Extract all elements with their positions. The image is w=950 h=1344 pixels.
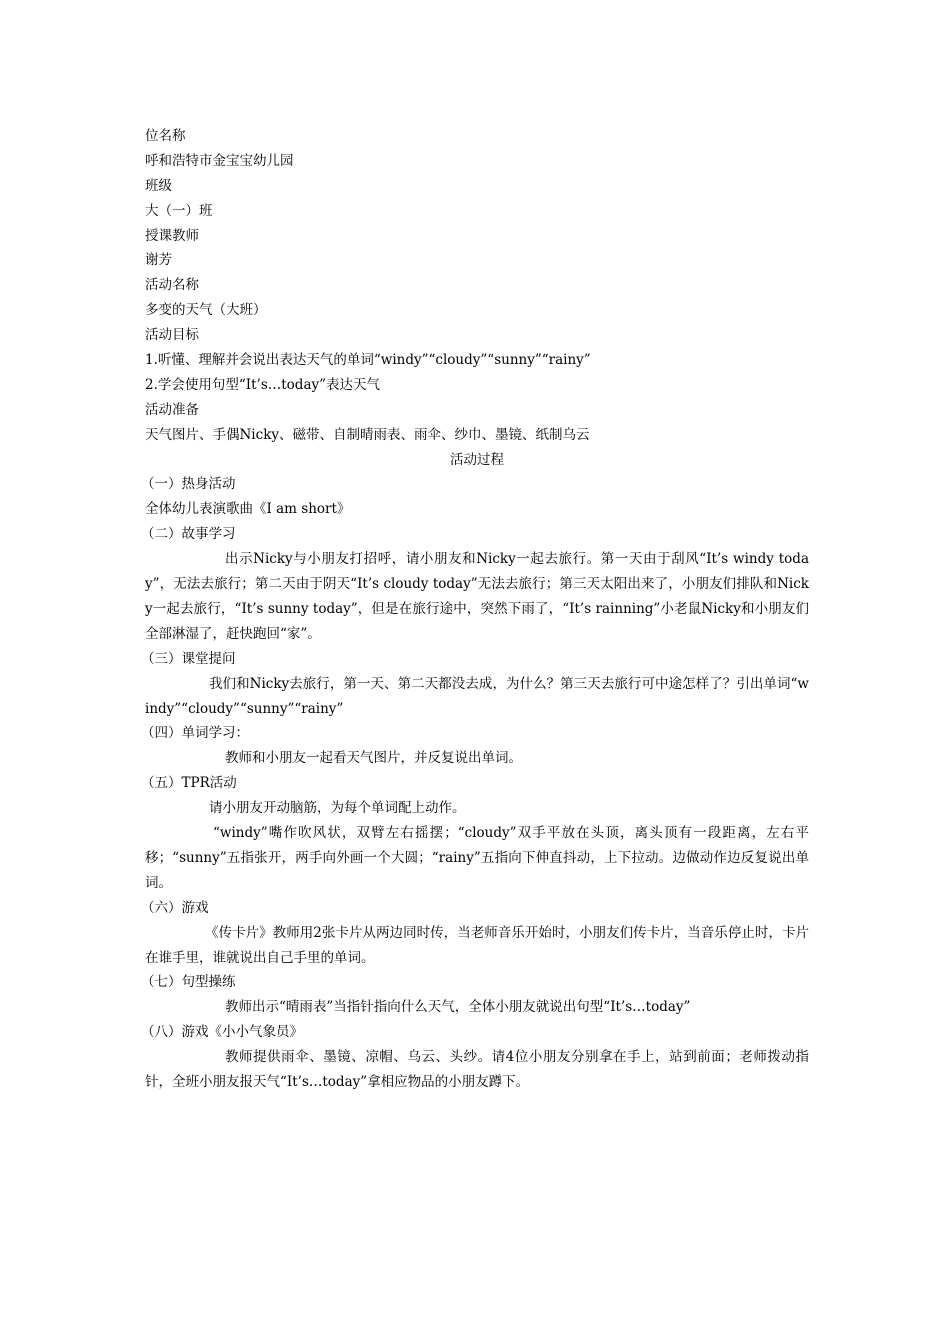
class-label: 班级 — [145, 177, 172, 194]
prep-value: 天气图片、手偶Nicky、磁带、自制晴雨表、雨伞、纱巾、墨镜、纸制乌云 — [145, 426, 590, 443]
goal-label: 活动目标 — [145, 327, 199, 344]
activity-label: 活动名称 — [145, 277, 199, 294]
section-1-text: 全体幼儿表演歌曲《I am short》 — [145, 501, 351, 518]
activity-value: 多变的天气（大班） — [145, 302, 267, 319]
section-4-title: （四）单词学习： — [141, 725, 249, 742]
teacher-value: 谢芳 — [145, 252, 172, 269]
section-8-title: （八）游戏《小小气象员》 — [141, 1024, 303, 1041]
section-4-text: 教师和小朋友一起看天气图片，并反复说出单词。 — [225, 750, 522, 767]
section-3-text: 我们和Nicky去旅行，第一天、第二天都没去成，为什么？第三天去旅行可中途怎样了？引出单词“windy”“cloudy”“sunny”“rainy” — [145, 675, 809, 717]
section-5-text-1: 请小朋友开动脑筋，为每个单词配上动作。 — [209, 800, 466, 817]
goal-item-1: 1.听懂、理解并会说出表达天气的单词“windy”“cloudy”“sunny”“rainy” — [145, 352, 591, 369]
prep-label: 活动准备 — [145, 401, 199, 418]
section-2-title: （二）故事学习 — [141, 526, 236, 543]
section-2-text: 出示Nicky与小朋友打招呼，请小朋友和Nicky一起去旅行。第一天由于刮风“It’s windy today”，无法去旅行；第二天由于阴天“It’s cloudy today”无法去旅行；第三天太阳出来了，小朋友们排队和Nicky一起去旅行，“It’s sunny today”，但是在旅行途中，突然下雨了，“It’s rainning”小老鼠Nicky和小朋友们全部淋湿了，赶快跑回“家”。 — [145, 551, 809, 642]
unit-label: 位名称 — [145, 128, 186, 144]
teacher-label: 授课教师 — [145, 227, 199, 244]
section-8-text: 教师提供雨伞、墨镜、凉帽、乌云、头纱。请4位小朋友分别拿在手上，站到前面；老师拨动指针，全班小朋友报天气“It’s…today”拿相应物品的小朋友蹲下。 — [145, 1049, 809, 1091]
section-1-title: （一）热身活动 — [141, 476, 236, 493]
section-5-text-2: “windy”嘴作吹风状，双臂左右摇摆；“cloudy”双手平放在头顶，离头顶有一段距离，左右平移；“sunny”五指张开，两手向外画一个大圆；“rainy”五指向下伸直抖动，上下拉动。边做动作边反复说出单词。 — [145, 825, 809, 891]
section-7-title: （七）句型操练 — [141, 974, 236, 991]
unit-value: 呼和浩特市金宝宝幼儿园 — [145, 152, 294, 169]
section-5-title: （五）TPR活动 — [141, 775, 237, 792]
goal-item-2: 2.学会使用句型“It’s…today”表达天气 — [145, 376, 381, 393]
section-6-title: （六）游戏 — [141, 899, 209, 916]
section-6-text: 《传卡片》教师用2张卡片从两边同时传，当老师音乐开始时，小朋友们传卡片，当音乐停止时，卡片在谁手里，谁就说出自己手里的单词。 — [145, 924, 809, 966]
section-3-title: （三）课堂提问 — [141, 650, 236, 667]
document-page — [141, 124, 809, 1095]
process-title: 活动过程 — [450, 451, 504, 468]
section-7-text: 教师出示“晴雨表”当指针指向什么天气，全体小朋友就说出句型“It’s…today” — [225, 999, 691, 1016]
class-value: 大（一）班 — [145, 202, 213, 219]
